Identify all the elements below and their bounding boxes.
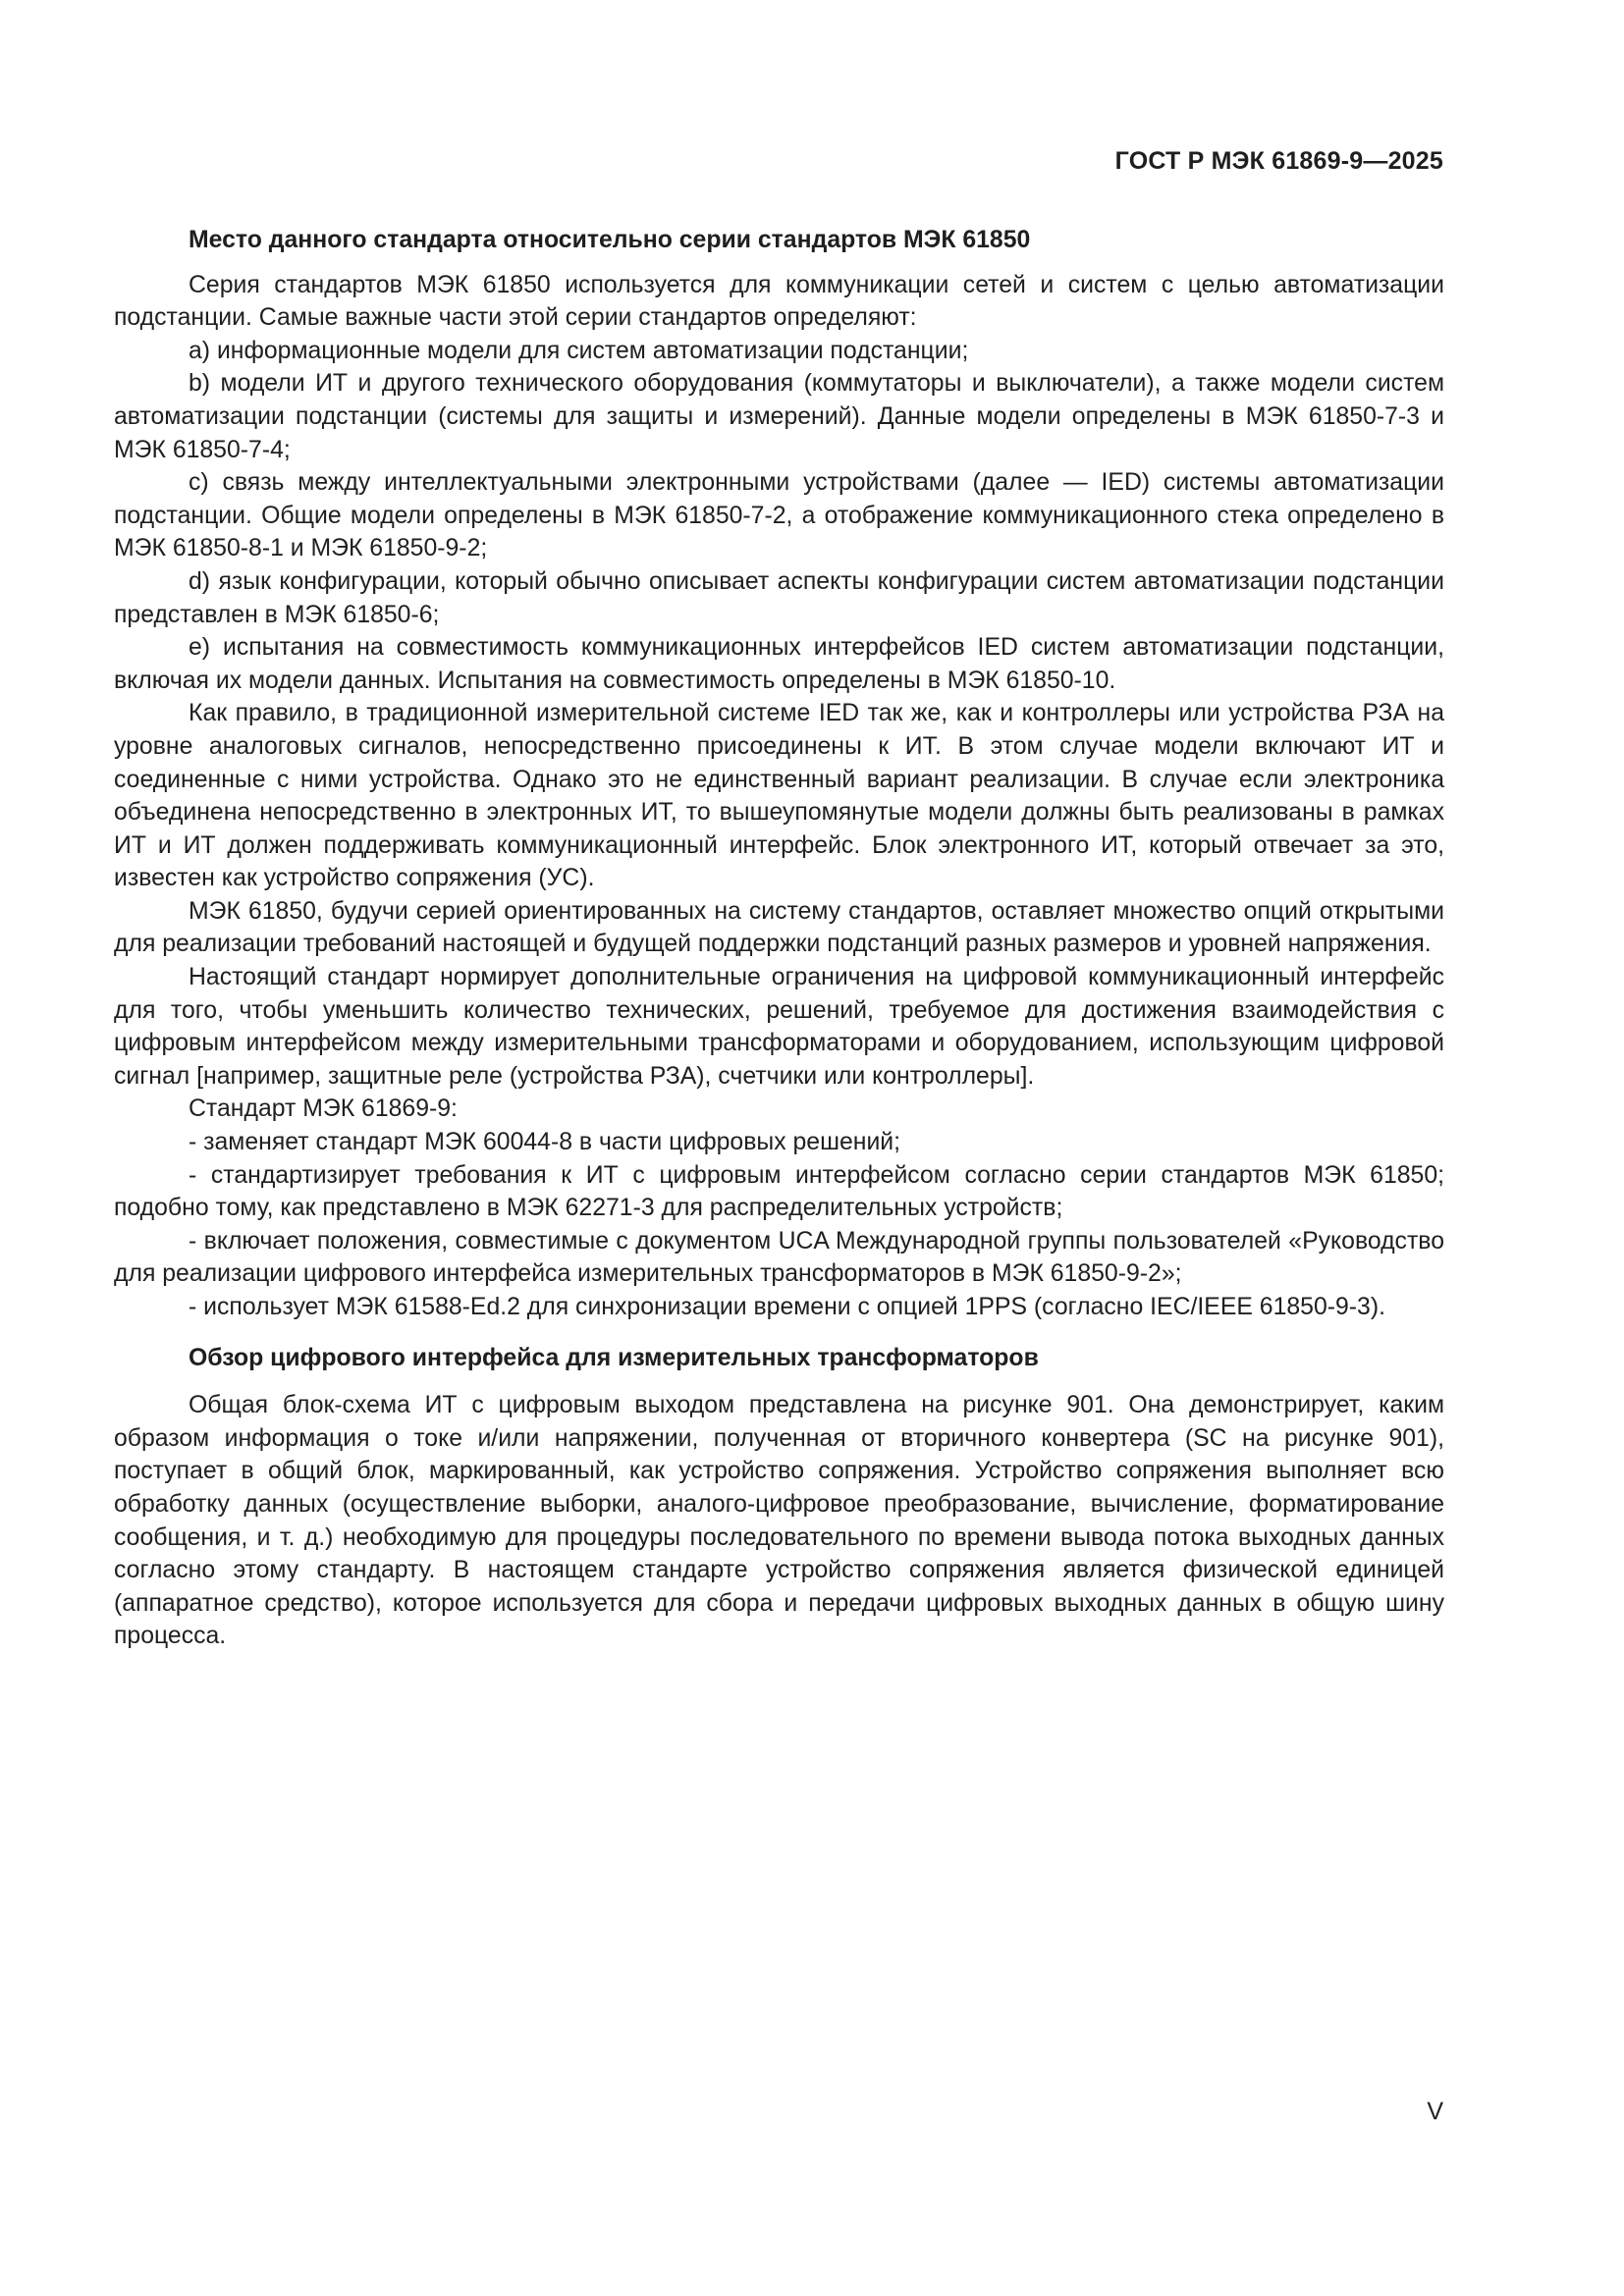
list-item: - использует МЭК 61588-Ed.2 для синхронизации времени с опцией 1PPS (согласно IEC/IEEE 61850-9-3).: [189, 1294, 1385, 1320]
paragraph: Стандарт МЭК 61869-9:: [189, 1095, 458, 1123]
list-item: e) испытания на совместимость коммуникационных интерфейсов IED систем автоматизации подстанции, включая их модели данных. Испытания на совместимость определены в МЭК 61850-10.: [114, 634, 1444, 694]
section-heading-standard-place: Место данного стандарта относительно серии стандартов МЭК 61850: [189, 227, 1031, 253]
paragraph: Как правило, в традиционной измерительной системе IED так же, как и контроллеры или устройства РЗА на уровне аналоговых сигналов, непосредственно присоединены к ИТ. В этом случае модели включают ИТ и соединенные с ними устройства. Однако это не единственный вариант реализации. В случае если электроника объединена непосредственно в электронных ИТ, то вышеупомянутые модели должны быть реализованы в рамках ИТ и ИТ должен поддерживать коммуникационный интерфейс. Блок электронного ИТ, который отвечает за это, известен как устройство сопряжения (УС).: [114, 700, 1444, 892]
list-item: - заменяет стандарт МЭК 60044-8 в части цифровых решений;: [189, 1129, 901, 1156]
list-item: b) модели ИТ и другого технического оборудования (коммутаторы и выключатели), а также модели систем автоматизации подстанции (системы для защиты и измерений). Данные модели определены в МЭК 61850-7-3 и МЭК 61850-7-4;: [114, 370, 1444, 463]
page-number: V: [1427, 2098, 1443, 2125]
list-item: d) язык конфигурации, который обычно описывает аспекты конфигурации систем автоматизации подстанции представлен в МЭК 61850-6;: [114, 567, 1444, 628]
paragraph: МЭК 61850, будучи серией ориентированных на систему стандартов, оставляет множество опций открытыми для реализации требований настоящей и будущей поддержки подстанций разных размеров и уровней напряжения.: [114, 897, 1444, 958]
list-item: a) информационные модели для систем автоматизации подстанции;: [189, 337, 969, 364]
section-heading-digital-interface-overview: Обзор цифрового интерфейса для измерительных трансформаторов: [189, 1344, 1039, 1371]
paragraph: Серия стандартов МЭК 61850 используется для коммуникации сетей и систем с целью автоматизации подстанции. Самые важные части этой серии стандартов определяют:: [114, 271, 1444, 332]
list-item: - стандартизирует требования к ИТ с цифровым интерфейсом согласно серии стандартов МЭК 61850; подобно тому, как представлено в МЭК 62271-3 для распределительных устройств;: [114, 1161, 1444, 1222]
paragraph: Общая блок-схема ИТ с цифровым выходом представлена на рисунке 901. Она демонстрирует, каким образом информация о токе и/или напряжении, полученная от вторичного конвертера (SC на рисунке 901), поступает в общий блок, маркированный, как устройство сопряжения. Устройство сопряжения выполняет всю обработку данных (осуществление выборки, аналого-цифровое преобразование, вычисление, форматирование сообщения, и т. д.) необходимую для процедуры последовательного по времени вывода потока выходных данных согласно этому стандарту. В настоящем стандарте устройство сопряжения является физической единицей (аппаратное средство), которое используется для сбора и передачи цифровых выходных данных в общую шину процесса.: [114, 1392, 1444, 1650]
list-item: c) связь между интеллектуальными электронными устройствами (далее — IED) системы автоматизации подстанции. Общие модели определены в МЭК 61850-7-2, а отображение коммуникационного стека определено в МЭК 61850-8-1 и МЭК 61850-9-2;: [114, 469, 1444, 562]
paragraph: Настоящий стандарт нормирует дополнительные ограничения на цифровой коммуникационный интерфейс для того, чтобы уменьшить количество технических, решений, требуемое для достижения взаимодействия с цифровым интерфейсом между измерительными трансформаторами и оборудованием, использующим цифровой сигнал [например, защитные реле (устройства РЗА), счетчики или контроллеры].: [114, 964, 1444, 1090]
list-item: - включает положения, совместимые с документом UCA Международной группы пользователей «Руководство для реализации цифрового интерфейса измерительных трансформаторов в МЭК 61850-9-2»;: [114, 1227, 1444, 1288]
document-body: [114, 224, 1444, 1653]
document-header-id: ГОСТ Р МЭК 61869-9—2025: [1114, 147, 1443, 175]
